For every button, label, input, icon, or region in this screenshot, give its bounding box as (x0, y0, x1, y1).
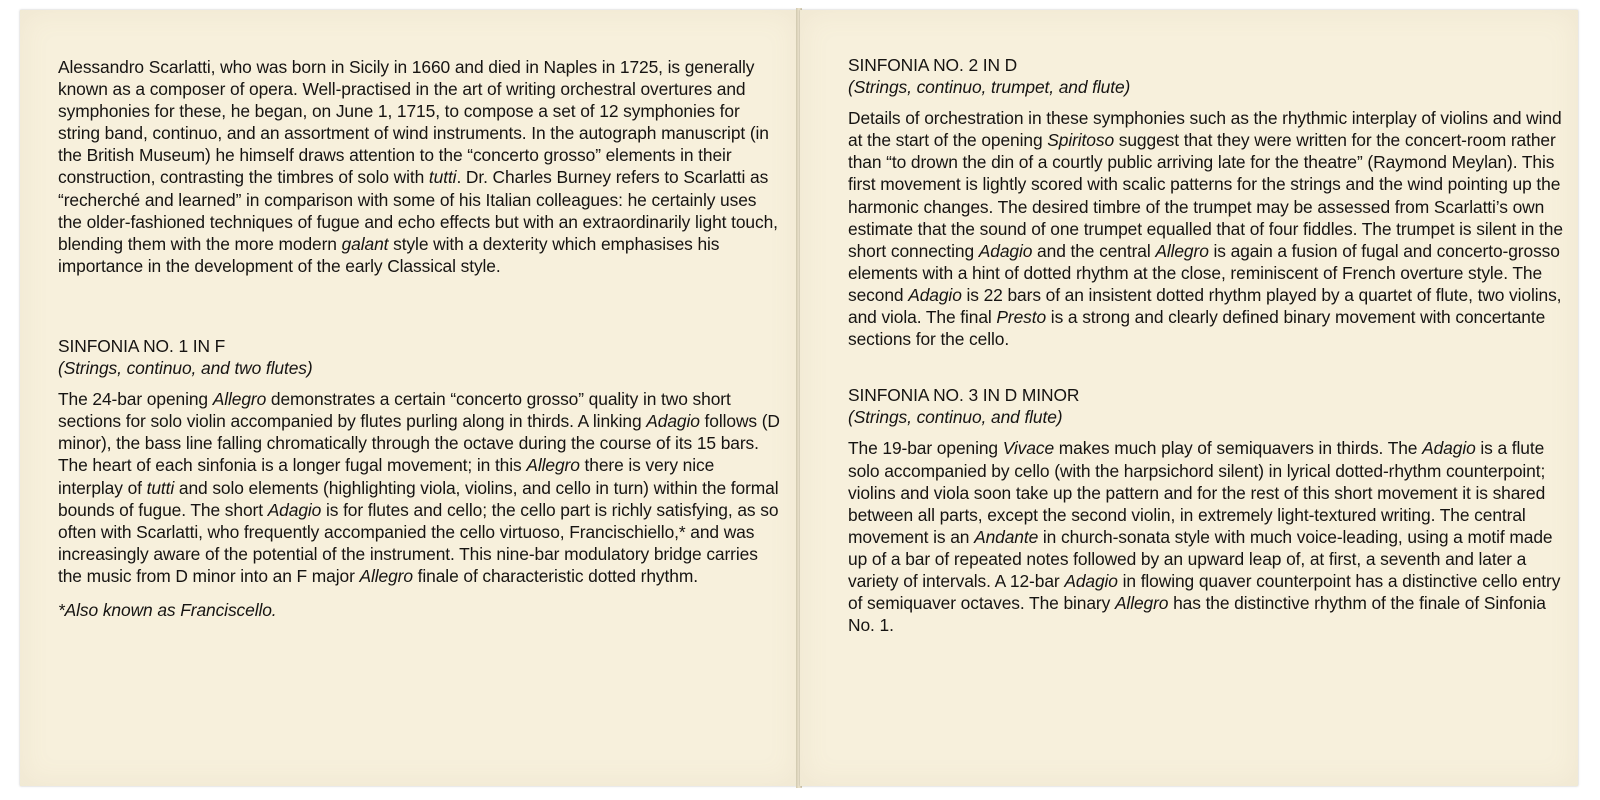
text-run: . Dr. Charles Burney refers to Scarlatti as “recherché and learned” in comparison with some of his Italian colleagues: he certainly uses the older-fashioned techniques of fugue and echo effects but with an extraordinarily light touch, blending them with the more modern (58, 167, 778, 254)
italic-term: Adagio (646, 411, 700, 432)
sinfonia-3-heading: SINFONIA NO. 3 IN D MINOR (848, 385, 1080, 406)
text-run: is a strong and clearly defined binary movement with concertante sections for the cello. (848, 307, 1546, 350)
italic-term: Adagio (1064, 570, 1118, 591)
sinfonia-1-heading: SINFONIA NO. 1 IN F (58, 335, 226, 356)
right-text-column (848, 54, 1563, 652)
text-run: Alessandro Scarlatti, who was born in Sicily in 1660 and died in Naples in 1725, is generally known as a composer of opera. Well-practised in the art of writing orchestral overtures and symphonies for these, he began, on June 1, 1715, to compose a set of 12 symphonies for string band, continuo, and an assortment of wind instruments. In the autograph manuscript (in the British Museum) he himself draws attention to the “concerto grosso” elements in their construction, contrasting the timbres of solo with (58, 57, 769, 188)
text-run: and the central (1032, 240, 1156, 261)
sinfonia-1-body (58, 388, 783, 587)
footnote: *Also known as Franciscello. (58, 599, 277, 620)
sinfonia-2-heading: SINFONIA NO. 2 IN D (848, 55, 1018, 75)
italic-term: Allegro (1155, 240, 1209, 261)
sinfonia-1-subheading: (Strings, continuo, and two flutes) (58, 358, 313, 379)
text-run: is a flute solo accompanied by cello (with the harpsichord silent) in lyrical dotted-rhythm counterpoint; violins and viola soon take up the pattern and for the rest of this short movement it is shared between all parts, except the second violin, in extremely light-textured writing. The central movement is an (848, 438, 1546, 547)
text-run: Details of orchestration in these symphonies such as the rhythmic interplay of violins and wind at the start of the opening (848, 108, 1562, 151)
intro-paragraph (58, 56, 783, 277)
italic-term: Presto (996, 307, 1047, 328)
text-run: finale of characteristic dotted rhythm. (412, 565, 698, 586)
italic-term: Allegro (526, 455, 580, 476)
text-run: style with a dexterity which emphasises his importance in the development of the early Classical style. (58, 233, 720, 276)
text-run: and solo elements (highlighting viola, violins, and cello in turn) within the formal bounds of fugue. The short (58, 477, 779, 520)
left-text-column (58, 56, 783, 637)
italic-term: tutti (146, 477, 175, 498)
italic-term: galant (341, 233, 389, 254)
italic-term: Spiritoso (1047, 130, 1115, 151)
text-run: suggest that they were written for the concert-room rather than “to drown the din of a courtly public arriving late for the theatre” (Raymond Meylan). This first movement is lightly scored with scalic patterns for the strings and the wind pointing up the harmonic changes. The desired timbre of the trumpet may be assessed from Scarlatti’s own estimate that the sound of one trumpet equalled that of four fiddles. The trumpet is silent in the short connecting (848, 130, 1563, 261)
italic-term: Adagio (1422, 438, 1476, 459)
text-run: The 24-bar opening (58, 389, 213, 410)
text-run: in church-sonata style with much voice-leading, using a motif made up of a bar of repeated notes followed by an upward leap of, at first, a seventh and later a variety of intervals. A 12-bar (848, 526, 1553, 591)
text-run: has the distinctive rhythm of the finale of Sinfonia No. 1. (848, 593, 1546, 636)
text-run: is again a fusion of fugal and concerto-grosso elements with a hint of dotted rhythm at the close, reminiscent of French overture style. The second (848, 240, 1560, 305)
text-run: is 22 bars of an insistent dotted rhythm played by a quartet of flute, two violins, and viola. The final (848, 284, 1562, 328)
text-run: there is very nice interplay of (58, 455, 715, 498)
italic-term: Adagio (908, 284, 962, 305)
text-run: demonstrates a certain “concerto grosso” quality in two short sections for solo violin accompanied by flutes purling along in thirds. A linking (58, 389, 731, 432)
italic-term: Allegro (1114, 593, 1169, 614)
sinfonia-3-section (848, 384, 1563, 636)
text-run: in flowing quaver counterpoint has a distinctive cello entry of semiquaver octaves. The binary (848, 570, 1561, 614)
sinfonia-1-section (58, 335, 783, 621)
text-run: makes much play of semiquavers in thirds. The (1054, 438, 1423, 459)
italic-term: Adagio (267, 499, 322, 520)
text-run: is for flutes and cello; the cello part is richly satisfying, as so often with Scarlatti, who frequently accompanied the cello virtuoso, Francischiello,* and was increasingly aware of the potential of the instrument. This nine-bar modulatory bridge carries the music from D minor into an F major (58, 499, 779, 586)
text-run: follows (D minor), the bass line falling chromatically through the octave during the course of its 15 bars. The heart of each sinfonia is a longer fugal movement; in this (58, 411, 780, 476)
sinfonia-2-body (848, 107, 1563, 350)
sinfonia-2-section (848, 54, 1563, 350)
booklet-right-page (800, 10, 1578, 786)
text-run: The 19-bar opening (848, 438, 1003, 459)
italic-term: Vivace (1002, 438, 1055, 459)
sinfonia-3-subheading: (Strings, continuo, and flute) (848, 407, 1063, 428)
sinfonia-3-body (848, 437, 1563, 636)
italic-term: Adagio (978, 240, 1033, 261)
italic-term: Allegro (212, 389, 267, 410)
italic-term: Andante (974, 526, 1039, 547)
italic-term: tutti (428, 167, 457, 188)
sinfonia-2-subheading: (Strings, continuo, trumpet, and flute) (848, 77, 1131, 98)
booklet-left-page (20, 10, 798, 786)
italic-term: Allegro (359, 565, 413, 586)
